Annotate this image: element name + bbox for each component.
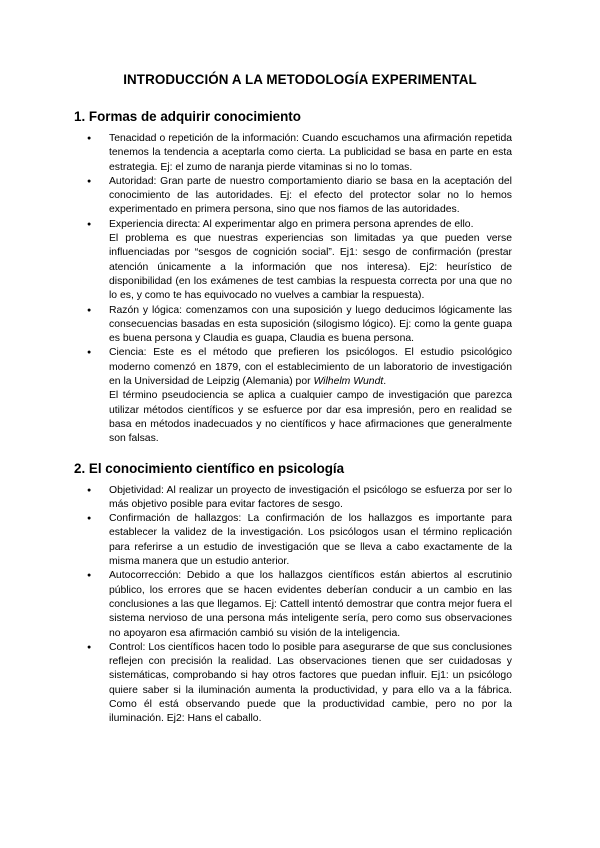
list-item-ciencia <box>109 346 512 446</box>
list-item-autoridad <box>109 175 512 218</box>
list-item-confirmacion <box>109 512 512 569</box>
item-text: Tenacidad o repetición de la información: Cuando escuchamos una afirmación repetida tenemos la tendencia a aceptarla como cierta. La publicidad se basa en parte en esta estrategia. Ej: el zumo de naranja pierde vitaminas si no lo tomas. <box>109 133 512 173</box>
item-text: Control: Los científicos hacen todo lo posible para asegurarse de que sus conclusiones reflejen con precisión la realidad. Las observaciones tienen que ser cuidadosas y sistemáticas, comprobando si hay otros factores que puedan influir. Ej1: un psicólogo quiere saber si la iluminación aumenta la productividad, y para ello va a la fábrica. Como él está observando puede que la productividad cambie, pero no por la iluminación. Ej2: Hans el caballo. <box>109 641 512 725</box>
list-item-control <box>109 641 512 727</box>
list-item-objetividad <box>109 484 512 513</box>
item-text: ● Experiencia directa: Al experimentar algo en primera persona aprendes de ello. <box>109 218 474 230</box>
item-extra-text: El término pseudociencia se aplica a cualquier campo de investigación que parezca utilizar métodos científicos y se esfuerce por dar esa impresión, pero en realidad se basa en métodos inadecuados y no científicos y hace afirmaciones que generalmente son falsas. <box>109 390 512 445</box>
list-item-razon-logica <box>109 304 512 347</box>
item-text: Razón y lógica: comenzamos con una suposición y luego deducimos lógicamente las consecuencias basadas en esta suposición (silogismo lógico). Ej: como la gente guapa es buena persona y Claudia es guapa, Claudia es buena persona. <box>109 304 512 345</box>
item-text-block <box>109 346 512 389</box>
section-heading: 1. Formas de adquirir conocimiento <box>74 109 301 124</box>
item-text: Ciencia: Este es el método que prefieren los psicólogos. El estudio psicológico moderno comenzó en 1879, con el establecimiento de un laboratorio de investigación en la Universidad de Leipzig (Alemania) por <box>109 347 512 388</box>
list-item-tenacidad <box>109 132 512 175</box>
author-name: Wilhelm Wundt <box>313 376 384 388</box>
document-title: INTRODUCCIÓN A LA METODOLOGÍA EXPERIMENTAL <box>123 72 477 87</box>
item-text-end: . <box>383 376 387 388</box>
item-text: Autoridad: Gran parte de nuestro comportamiento diario se basa en la aceptación del conocimiento de las autoridades. Ej: el efecto del protector solar no lo hemos experimentado en primera persona, sino que nos fiamos de las autoridades. <box>109 175 512 216</box>
list-item-autocorreccion <box>109 569 512 640</box>
section-heading: 2. El conocimiento científico en psicología <box>74 460 345 476</box>
item-text: Confirmación de hallazgos: La confirmación de los hallazgos es importante para establecer la validez de la investigación. Los psicólogos usan el término replicación para referirse a un estudio de investigación que se lleva a cabo exactamente de la misma manera que un estudio anterior. <box>109 513 512 568</box>
section-formas-conocimiento <box>74 109 512 447</box>
item-extra-text: El problema es que nuestras experiencias son limitadas ya que pueden verse influenciadas por “sesgos de cognición social”. Ej1: sesgo de confirmación (prestar atención únicamente a la información que nos interesa). Ej2: heurístico de disponibilidad (en los exámenes de test cambias la respuesta correcta por una que no lo es, y como te has equivocado no vuelves a cambiar la respuesta). <box>109 233 512 302</box>
item-text: Autocorrección: Debido a que los hallazgos científicos están abiertos al escrutinio público, los errores que se hacen evidentes deberían conducir a un cambio en las conclusiones a las que llegamos. Ej: Cattell intentó demostrar que contra mejor fuera el sistema nervioso de una persona más inteligente sería, pero como sus observaciones no apoyaron esa afirmación cambió su visión de la inteligencia. <box>109 570 512 639</box>
section-conocimiento-cientifico <box>74 460 512 727</box>
bullet-list <box>88 484 512 727</box>
bullet-list <box>88 132 512 447</box>
item-text: Objetividad: Al realizar un proyecto de investigación el psicólogo se esfuerza por ser lo más objetivo posible para evitar factores de sesgo. <box>109 484 512 510</box>
list-item-experiencia-directa <box>109 218 512 304</box>
